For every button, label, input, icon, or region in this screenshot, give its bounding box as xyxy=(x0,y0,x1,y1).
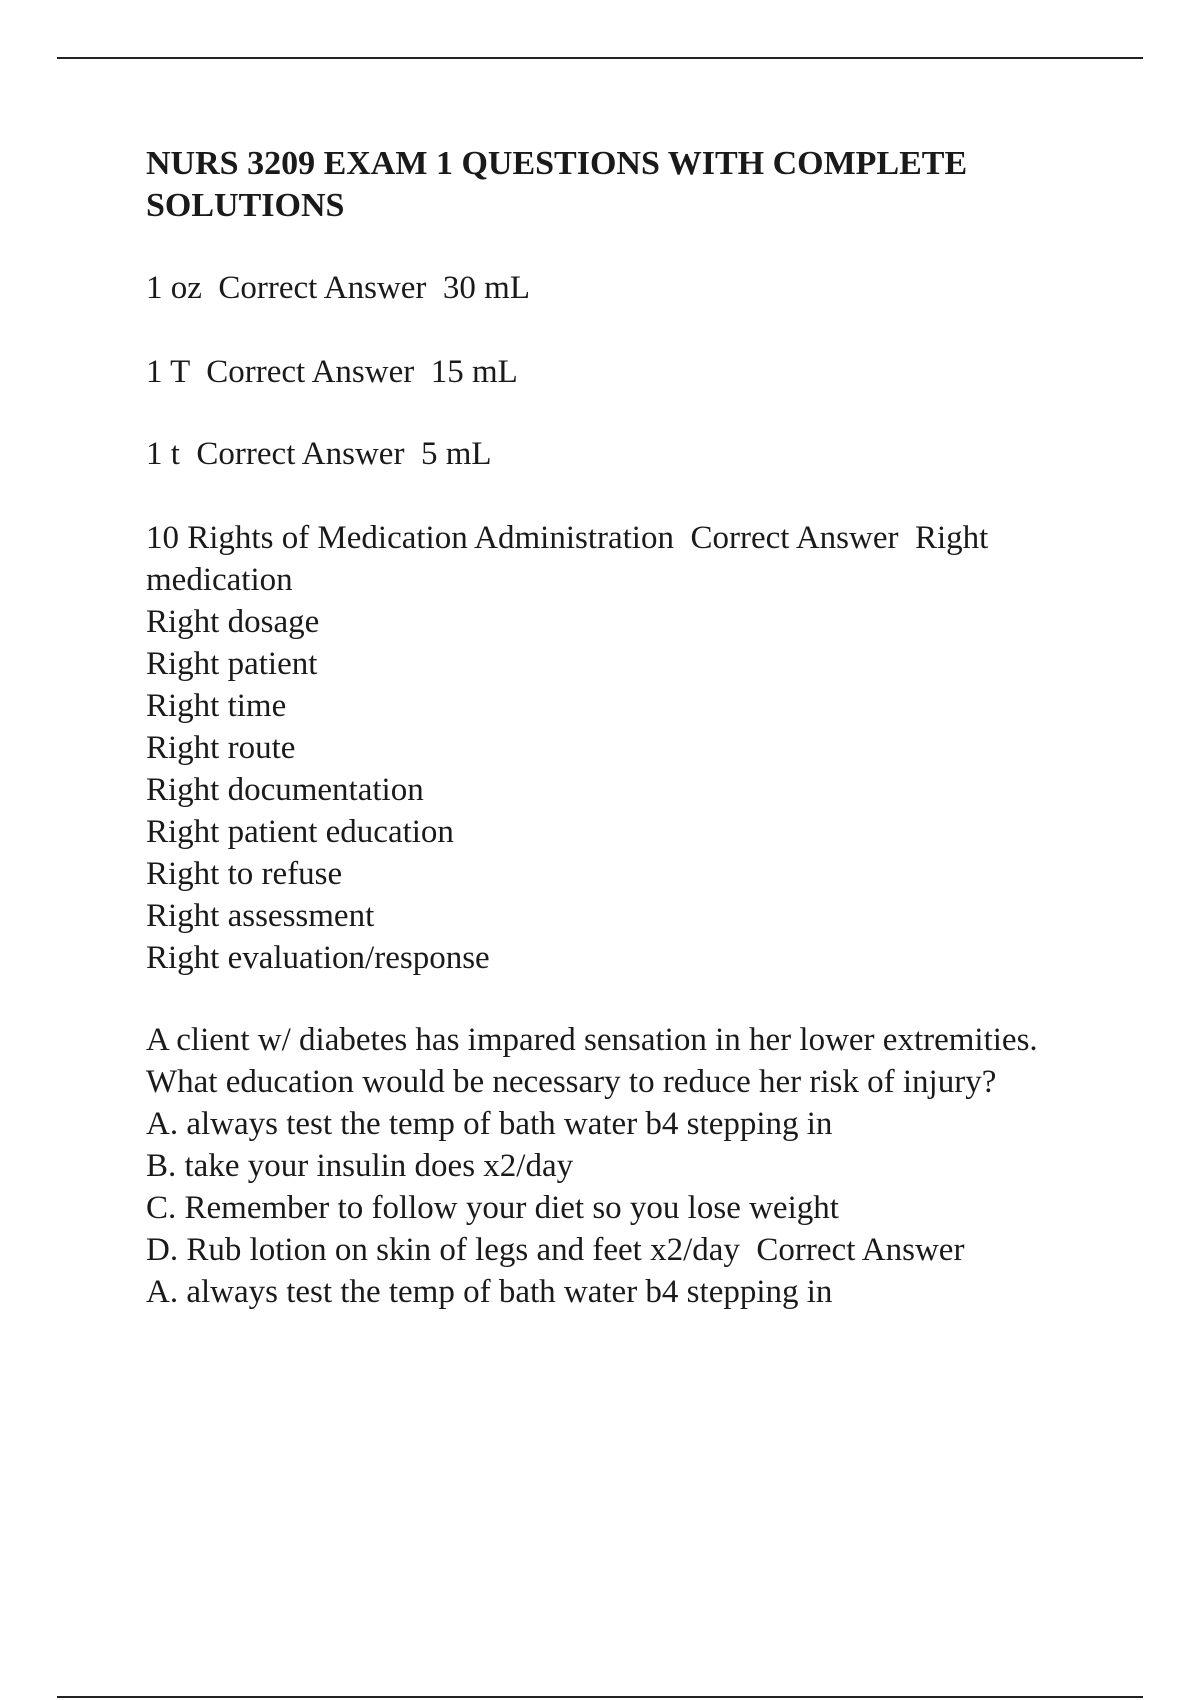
qa-teaspoon: 1 t Correct Answer 5 mL xyxy=(146,436,492,472)
question-option: A. always test the temp of bath water b4 stepping in xyxy=(146,1106,833,1142)
qa-oz: 1 oz Correct Answer 30 mL xyxy=(146,270,530,306)
rights-item: Right patient education xyxy=(146,814,454,850)
rights-item: Right evaluation/response xyxy=(146,940,490,976)
question-option: B. take your insulin does x2/day xyxy=(146,1148,574,1184)
qa-tablespoon: 1 T Correct Answer 15 mL xyxy=(146,354,518,390)
top-rule xyxy=(57,57,1143,59)
rights-item: Right to refuse xyxy=(146,856,343,892)
rights-item: Right patient xyxy=(146,646,318,682)
bottom-rule xyxy=(57,1696,1143,1698)
document-title: NURS 3209 EXAM 1 QUESTIONS WITH COMPLETE SOLUTIONS xyxy=(146,145,968,224)
rights-item: Right assessment xyxy=(146,898,375,934)
question-stem: A client w/ diabetes has impared sensation in her lower extremities. What education would be necessary to reduce her risk of injury? xyxy=(146,1022,1046,1100)
rights-item: Right documentation xyxy=(146,772,424,808)
rights-item: Right time xyxy=(146,688,287,724)
question-answer: A. always test the temp of bath water b4 stepping in xyxy=(146,1274,833,1310)
question-option: D. Rub lotion on skin of legs and feet x2/day Correct Answer xyxy=(146,1232,965,1268)
rights-item: Right dosage xyxy=(146,604,320,640)
question-option: C. Remember to follow your diet so you lose weight xyxy=(146,1190,839,1226)
document-body xyxy=(146,143,1086,1313)
rights-heading: 10 Rights of Medication Administration Correct Answer Right medication xyxy=(146,520,997,598)
rights-item: Right route xyxy=(146,730,296,766)
diabetes-question xyxy=(146,1019,1086,1313)
rights-section xyxy=(146,517,1086,979)
